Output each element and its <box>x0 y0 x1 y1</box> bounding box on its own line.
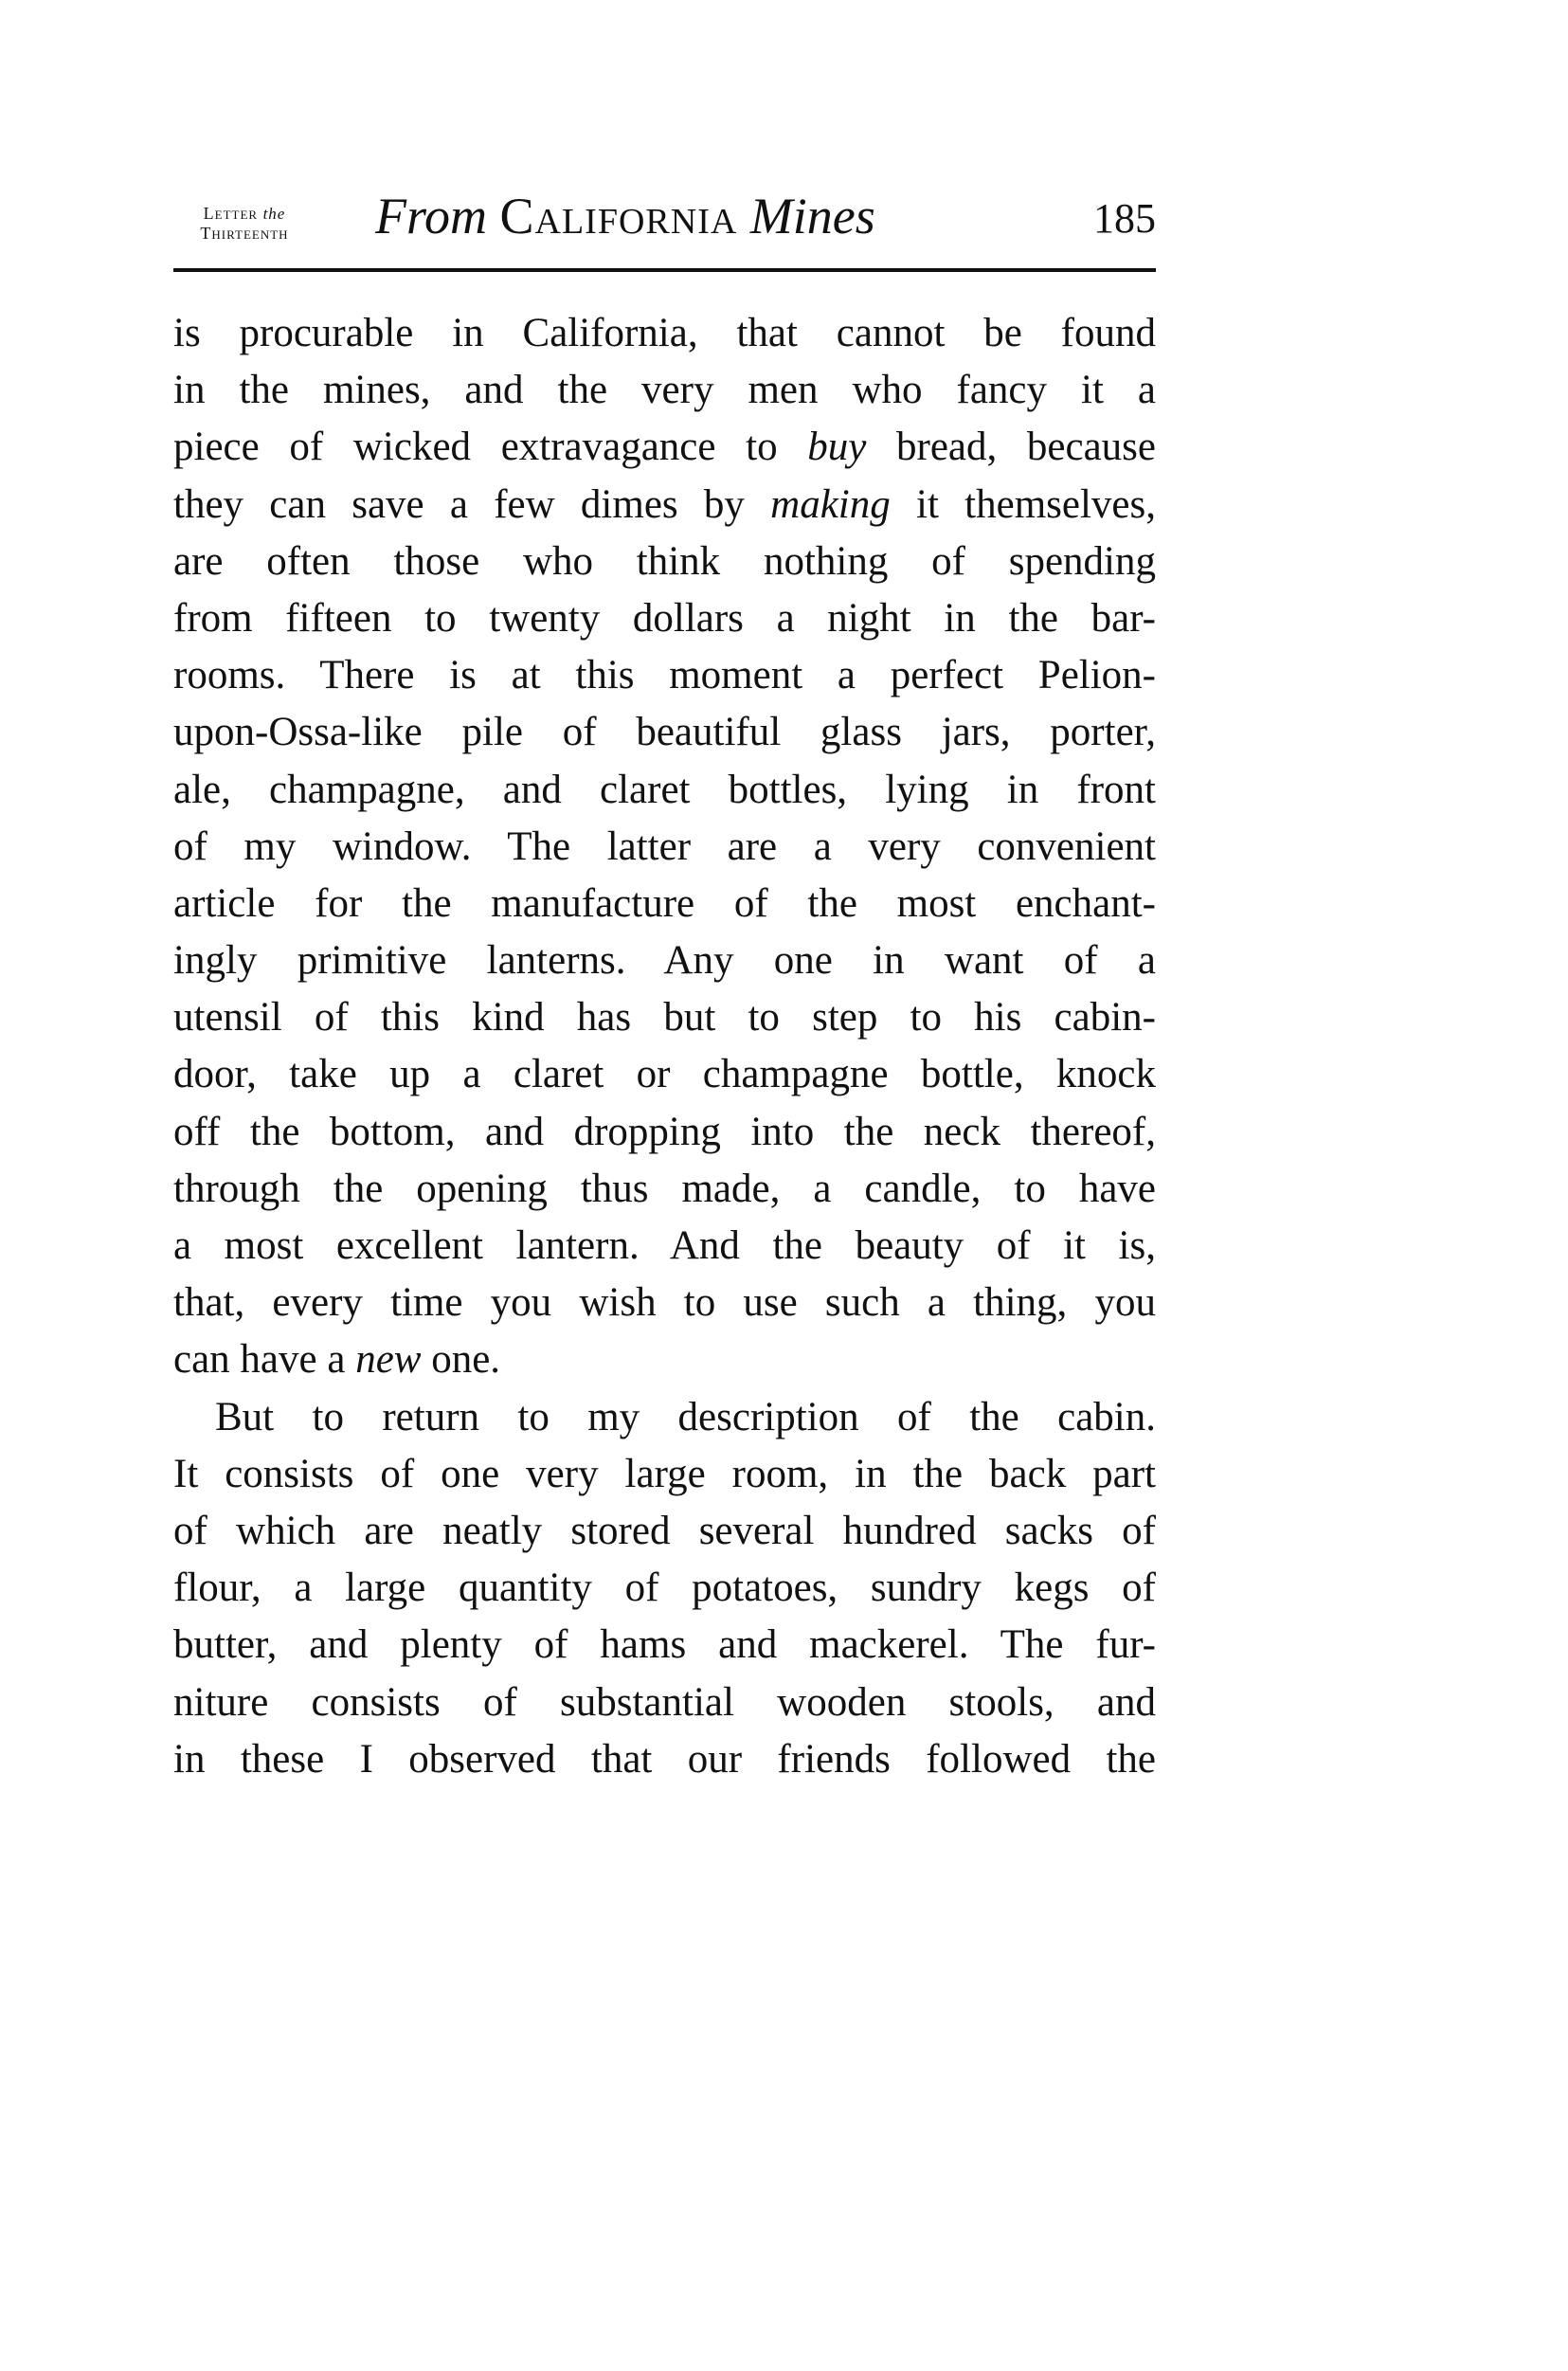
line-text: from fifteen to twenty dollars a night in the bar- <box>173 595 1156 641</box>
text-line <box>173 1046 1156 1103</box>
line-text: is procurable in California, that cannot be found <box>173 311 1156 355</box>
text-line <box>173 819 1156 876</box>
line-text: niture consists of substantial wooden stools, and <box>173 1679 1156 1725</box>
text-line <box>173 762 1156 819</box>
line-text: in the mines, and the very men who fancy it a <box>173 368 1156 413</box>
line-text: that, every time you wish to use such a thing, you <box>173 1280 1156 1326</box>
letter-label-line1 <box>173 204 315 224</box>
running-title <box>375 185 875 247</box>
line-text: bread, because <box>866 425 1156 470</box>
text-line <box>173 1560 1156 1617</box>
text-line <box>173 477 1156 534</box>
line-text: off the bottom, and dropping into the neck thereof, <box>173 1109 1156 1154</box>
line-text: piece of wicked extravagance to <box>173 425 808 470</box>
italic-word: new <box>355 1337 422 1383</box>
title-from: From <box>375 188 487 244</box>
text-line <box>173 1389 1156 1446</box>
letter-label <box>173 204 315 243</box>
italic-word: buy <box>807 425 867 470</box>
text-line <box>173 419 1156 476</box>
text-line <box>173 932 1156 989</box>
text-line <box>173 1674 1156 1731</box>
text-line <box>173 1446 1156 1503</box>
italic-word: making <box>770 481 891 527</box>
title-place: California <box>499 188 738 244</box>
header-rule <box>173 268 1156 272</box>
line-text: through the opening thus made, a candle, to have <box>173 1166 1156 1211</box>
line-text: butter, and plenty of hams and mackerel. The fur- <box>173 1622 1156 1668</box>
text-line <box>173 305 1156 362</box>
line-text: It consists of one very large room, in the back part <box>173 1451 1156 1496</box>
line-text: rooms. There is at this moment a perfect Pelion- <box>173 653 1156 698</box>
line-text: in these I observed that our friends followed the <box>173 1736 1156 1782</box>
text-line <box>173 1731 1156 1788</box>
text-line <box>173 647 1156 704</box>
text-line <box>173 534 1156 590</box>
letter-word: Letter <box>203 204 259 223</box>
the-word: the <box>262 205 286 223</box>
text-line <box>173 989 1156 1046</box>
text-line <box>173 876 1156 932</box>
line-text: are often those who think nothing of spending <box>173 538 1156 584</box>
title-mines: Mines <box>749 188 875 244</box>
line-text: ale, champagne, and claret bottles, lying in front <box>173 767 1156 812</box>
line-text: But to return to my description of the cabin. <box>215 1394 1156 1439</box>
line-text: a most excellent lantern. And the beauty of it is, <box>173 1223 1156 1268</box>
line-text: upon-Ossa-like pile of beautiful glass jars, porter, <box>173 710 1156 755</box>
text-line <box>173 1161 1156 1218</box>
text-line <box>173 1275 1156 1331</box>
line-text: flour, a large quantity of potatoes, sundry kegs of <box>173 1566 1156 1611</box>
line-text: ingly primitive lanterns. Any one in want of a <box>173 938 1156 984</box>
text-line <box>173 590 1156 647</box>
page-number: 185 <box>1093 195 1156 242</box>
line-text: can have a <box>173 1337 356 1383</box>
text-line <box>173 1617 1156 1674</box>
text-line <box>173 1104 1156 1161</box>
text-line <box>173 1503 1156 1560</box>
line-text: it themselves, <box>890 481 1156 527</box>
text-line <box>173 1218 1156 1275</box>
line-text: they can save a few dimes by <box>173 481 771 527</box>
line-text: of my window. The latter are a very convenient <box>173 824 1156 869</box>
text-line <box>173 362 1156 419</box>
text-line <box>173 1331 1156 1388</box>
line-text: of which are neatly stored several hundred sacks of <box>173 1508 1156 1553</box>
letter-label-line2: Thirteenth <box>200 224 289 243</box>
line-text: utensil of this kind has but to step to his cabin- <box>173 995 1156 1041</box>
line-text: door, take up a claret or champagne bottle, knock <box>173 1052 1156 1097</box>
line-text: one. <box>421 1337 501 1383</box>
body-text <box>173 305 1156 1788</box>
text-line <box>173 704 1156 761</box>
line-text: article for the manufacture of the most enchant- <box>173 880 1156 926</box>
running-head <box>173 185 1156 261</box>
